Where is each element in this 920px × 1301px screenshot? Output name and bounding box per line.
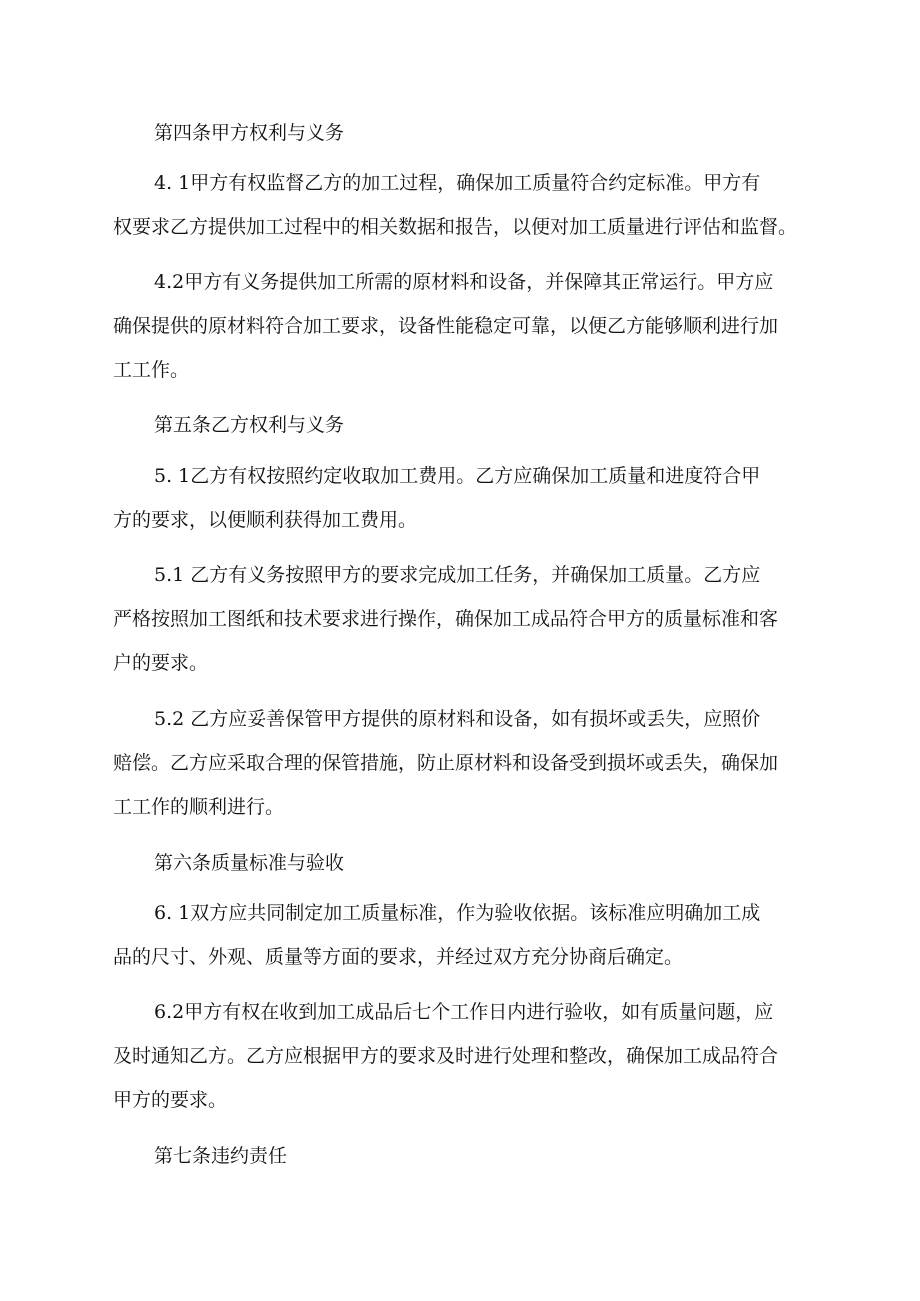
clause-line: 工工作的顺利进行。 <box>113 796 285 818</box>
clause-line: 甲方的要求。 <box>113 1089 228 1111</box>
clause-line: 5.2 乙方应妥善保管甲方提供的原材料和设备，如有损坏或丢失，应照价 <box>154 708 761 730</box>
clause-line: 4.2甲方有义务提供加工所需的原材料和设备，并保障其正常运行。甲方应 <box>154 271 774 293</box>
clause-line: 户的要求。 <box>113 652 209 674</box>
section-heading: 第五条乙方权利与义务 <box>154 414 345 436</box>
clause-paragraph <box>113 260 813 392</box>
clause-line: 4. 1甲方有权监督乙方的加工过程，确保加工质量符合约定标准。甲方有 <box>154 172 761 194</box>
clause-line: 权要求乙方提供加工过程中的相关数据和报告，以便对加工质量进行评估和监督。 <box>113 216 798 238</box>
clause-paragraph <box>113 990 813 1122</box>
clause-line: 5. 1乙方有权按照约定收取加工费用。乙方应确保加工质量和进度符合甲 <box>154 465 761 487</box>
clause-paragraph <box>113 454 813 542</box>
clause-paragraph <box>113 697 813 829</box>
clause-line: 及时通知乙方。乙方应根据甲方的要求及时进行处理和整改，确保加工成品符合 <box>113 1045 779 1067</box>
clause-line: 6.2甲方有权在收到加工成品后七个工作日内进行验收，如有质量问题，应 <box>154 1001 774 1023</box>
clause-paragraph <box>113 161 813 249</box>
clause-line: 6. 1双方应共同制定加工质量标准，作为验收依据。该标准应明确加工成 <box>154 902 761 924</box>
clause-paragraph <box>113 891 813 979</box>
clause-line: 5.1 乙方有义务按照甲方的要求完成加工任务，并确保加工质量。乙方应 <box>154 564 761 586</box>
clause-line: 确保提供的原材料符合加工要求，设备性能稳定可靠，以便乙方能够顺利进行加 <box>113 315 779 337</box>
clause-line: 品的尺寸、外观、质量等方面的要求，并经过双方充分协商后确定。 <box>113 946 684 968</box>
clause-line: 严格按照加工图纸和技术要求进行操作，确保加工成品符合甲方的质量标准和客 <box>113 608 779 630</box>
section-heading: 第七条违约责任 <box>154 1145 288 1167</box>
section-heading: 第六条质量标准与验收 <box>154 852 345 874</box>
clause-paragraph <box>113 553 813 685</box>
section-heading: 第四条甲方权利与义务 <box>154 122 345 144</box>
clause-line: 方的要求，以便顺利获得加工费用。 <box>113 509 418 531</box>
clause-line: 工工作。 <box>113 359 190 381</box>
clause-line: 赔偿。乙方应采取合理的保管措施，防止原材料和设备受到损坏或丢失，确保加 <box>113 752 779 774</box>
